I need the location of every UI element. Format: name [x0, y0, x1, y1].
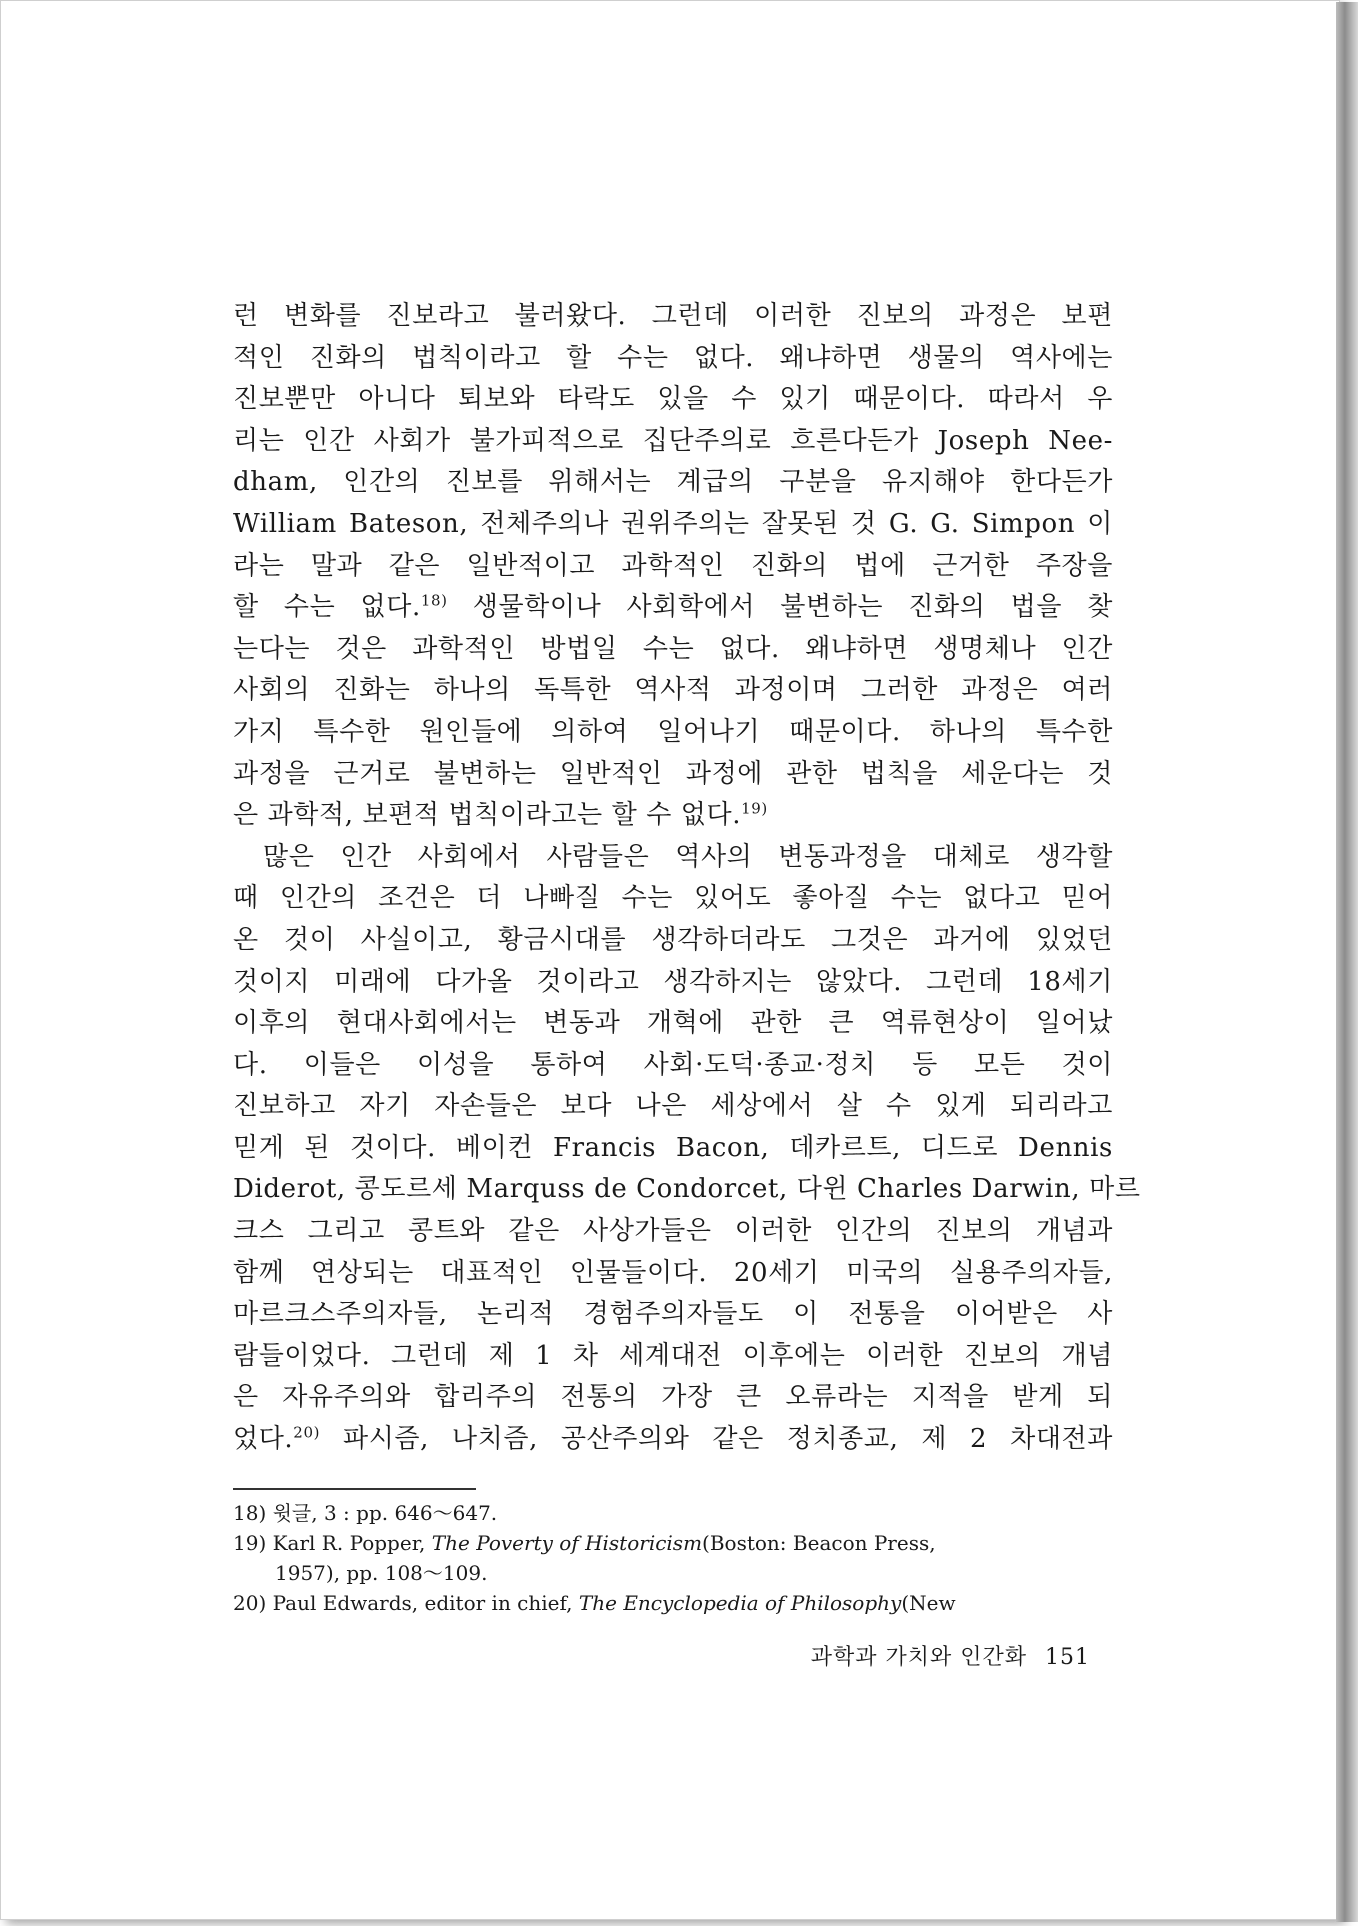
- footnote-20-author: 20) Paul Edwards, editor in chief,: [233, 1591, 573, 1615]
- body-line: 과정을 근거로 불변하는 일반적인 과정에 관한 법칙을 세운다는 것: [233, 758, 1113, 789]
- body-line: 는다는 것은 과학적인 방법일 수는 없다. 왜냐하면 생명체나 인간: [233, 633, 1113, 664]
- body-line: 진보하고 자기 자손들은 보다 나은 세상에서 살 수 있게 되리라고: [233, 1091, 1113, 1122]
- body-line: [233, 1419, 1113, 1461]
- page-number: 151: [1045, 1645, 1090, 1670]
- body-line: 마르크스주의자들, 논리적 경험주의자들도 이 전통을 이어받은 사: [233, 1299, 1113, 1330]
- footnote-20-publisher: (New: [901, 1591, 956, 1615]
- body-line: 가지 특수한 원인들에 의하여 일어나기 때문이다. 하나의 특수한: [233, 716, 1113, 747]
- body-line: 적인 진화의 법칙이라고 할 수는 없다. 왜냐하면 생물의 역사에는: [233, 342, 1113, 373]
- running-footer-title: 과학과 가치와 인간화: [810, 1645, 1027, 1670]
- body-line: 은 자유주의와 합리주의 전통의 가장 큰 오류라는 지적을 받게 되: [233, 1382, 1113, 1413]
- footnote-rule: [233, 1488, 476, 1490]
- paragraph-start-line: 많은 인간 사회에서 사람들은 역사의 변동과정을 대체로 생각할: [263, 841, 1113, 872]
- body-text-span: 었다.: [233, 1424, 294, 1455]
- body-line: 믿게 된 것이다. 베이컨 Francis Bacon, 데카르트, 디드로 Dennis: [233, 1132, 1113, 1163]
- footnotes: [233, 1498, 1113, 1618]
- body-line: 런 변화를 진보라고 불러왔다. 그런데 이러한 진보의 과정은 보편: [233, 301, 1113, 331]
- note-ref-20: 20): [293, 1423, 321, 1442]
- body-text-span: 은 과학적, 보편적 법칙이라고는 할 수 없다.: [233, 800, 742, 831]
- body-line: 람들이었다. 그런데 제 1 차 세계대전 이후에는 이러한 진보의 개념: [233, 1340, 1113, 1371]
- running-footer: [760, 1640, 1090, 1671]
- note-ref-19: 19): [741, 799, 768, 818]
- body-line: 이후의 현대사회에서는 변동과 개혁에 관한 큰 역류현상이 일어났: [233, 1008, 1113, 1039]
- body-line: 진보뿐만 아니다 퇴보와 타락도 있을 수 있기 때문이다. 따라서 우: [233, 384, 1113, 415]
- body-line: dham, 인간의 진보를 위해서는 계급의 구분을 유지해야 한다든가: [233, 467, 1113, 498]
- footnote-19-title: The Poverty of Historicism: [431, 1531, 703, 1555]
- body-text-span: 생물학이나 사회학에서 불변하는 진화의 법을 찾: [472, 592, 1113, 623]
- body-text-span: 할 수는 없다.: [233, 592, 421, 623]
- footnote-19-continued: 1957), pp. 108～109.: [275, 1561, 488, 1585]
- footnote-20: [233, 1588, 1113, 1618]
- body-text-span: 파시즘, 나치즘, 공산주의와 같은 정치종교, 제 2 차대전과: [342, 1424, 1113, 1455]
- body-line: 함께 연상되는 대표적인 인물들이다. 20세기 미국의 실용주의자들,: [233, 1257, 1113, 1288]
- body-line: 것이지 미래에 다가올 것이라고 생각하지는 않았다. 그런데 18세기: [233, 966, 1113, 997]
- body-line: Diderot, 콩도르세 Marquss de Condorcet, 다윈 Charles Darwin, 마르: [233, 1174, 1141, 1205]
- body-line: [233, 587, 1113, 629]
- body-text: [233, 296, 1141, 1461]
- footnote-20-title: The Encyclopedia of Philosophy: [578, 1591, 902, 1615]
- body-line: 온 것이 사실이고, 황금시대를 생각하더라도 그것은 과거에 있었던: [233, 924, 1113, 955]
- body-line: 리는 인간 사회가 불가피적으로 집단주의로 흐른다든가 Joseph Nee-: [233, 425, 1113, 456]
- footnote-19: [233, 1528, 1113, 1558]
- body-line: 때 인간의 조건은 더 나빠질 수는 있어도 좋아질 수는 없다고 믿어: [233, 883, 1113, 914]
- body-line: 크스 그리고 콩트와 같은 사상가들은 이러한 인간의 진보의 개념과: [233, 1216, 1113, 1247]
- footnote-19-publisher: (Boston: Beacon Press,: [702, 1531, 936, 1555]
- body-line: 다. 이들은 이성을 통하여 사회·도덕·종교·정치 등 모든 것이: [233, 1049, 1113, 1080]
- page-edge-shadow: [1336, 2, 1358, 1922]
- footnote-19-author: 19) Karl R. Popper,: [233, 1531, 426, 1555]
- body-line: 라는 말과 같은 일반적이고 과학적인 진화의 법에 근거한 주장을: [233, 550, 1113, 581]
- footnote-18: 18) 윗글, 3 : pp. 646～647.: [233, 1501, 498, 1525]
- note-ref-18: 18): [420, 591, 448, 610]
- body-line: William Bateson, 전체주의나 권위주의는 잘못된 것 G. G. Simpon 이: [233, 508, 1113, 539]
- body-line: 사회의 진화는 하나의 독특한 역사적 과정이며 그러한 과정은 여러: [233, 675, 1113, 706]
- body-line: [233, 795, 1113, 837]
